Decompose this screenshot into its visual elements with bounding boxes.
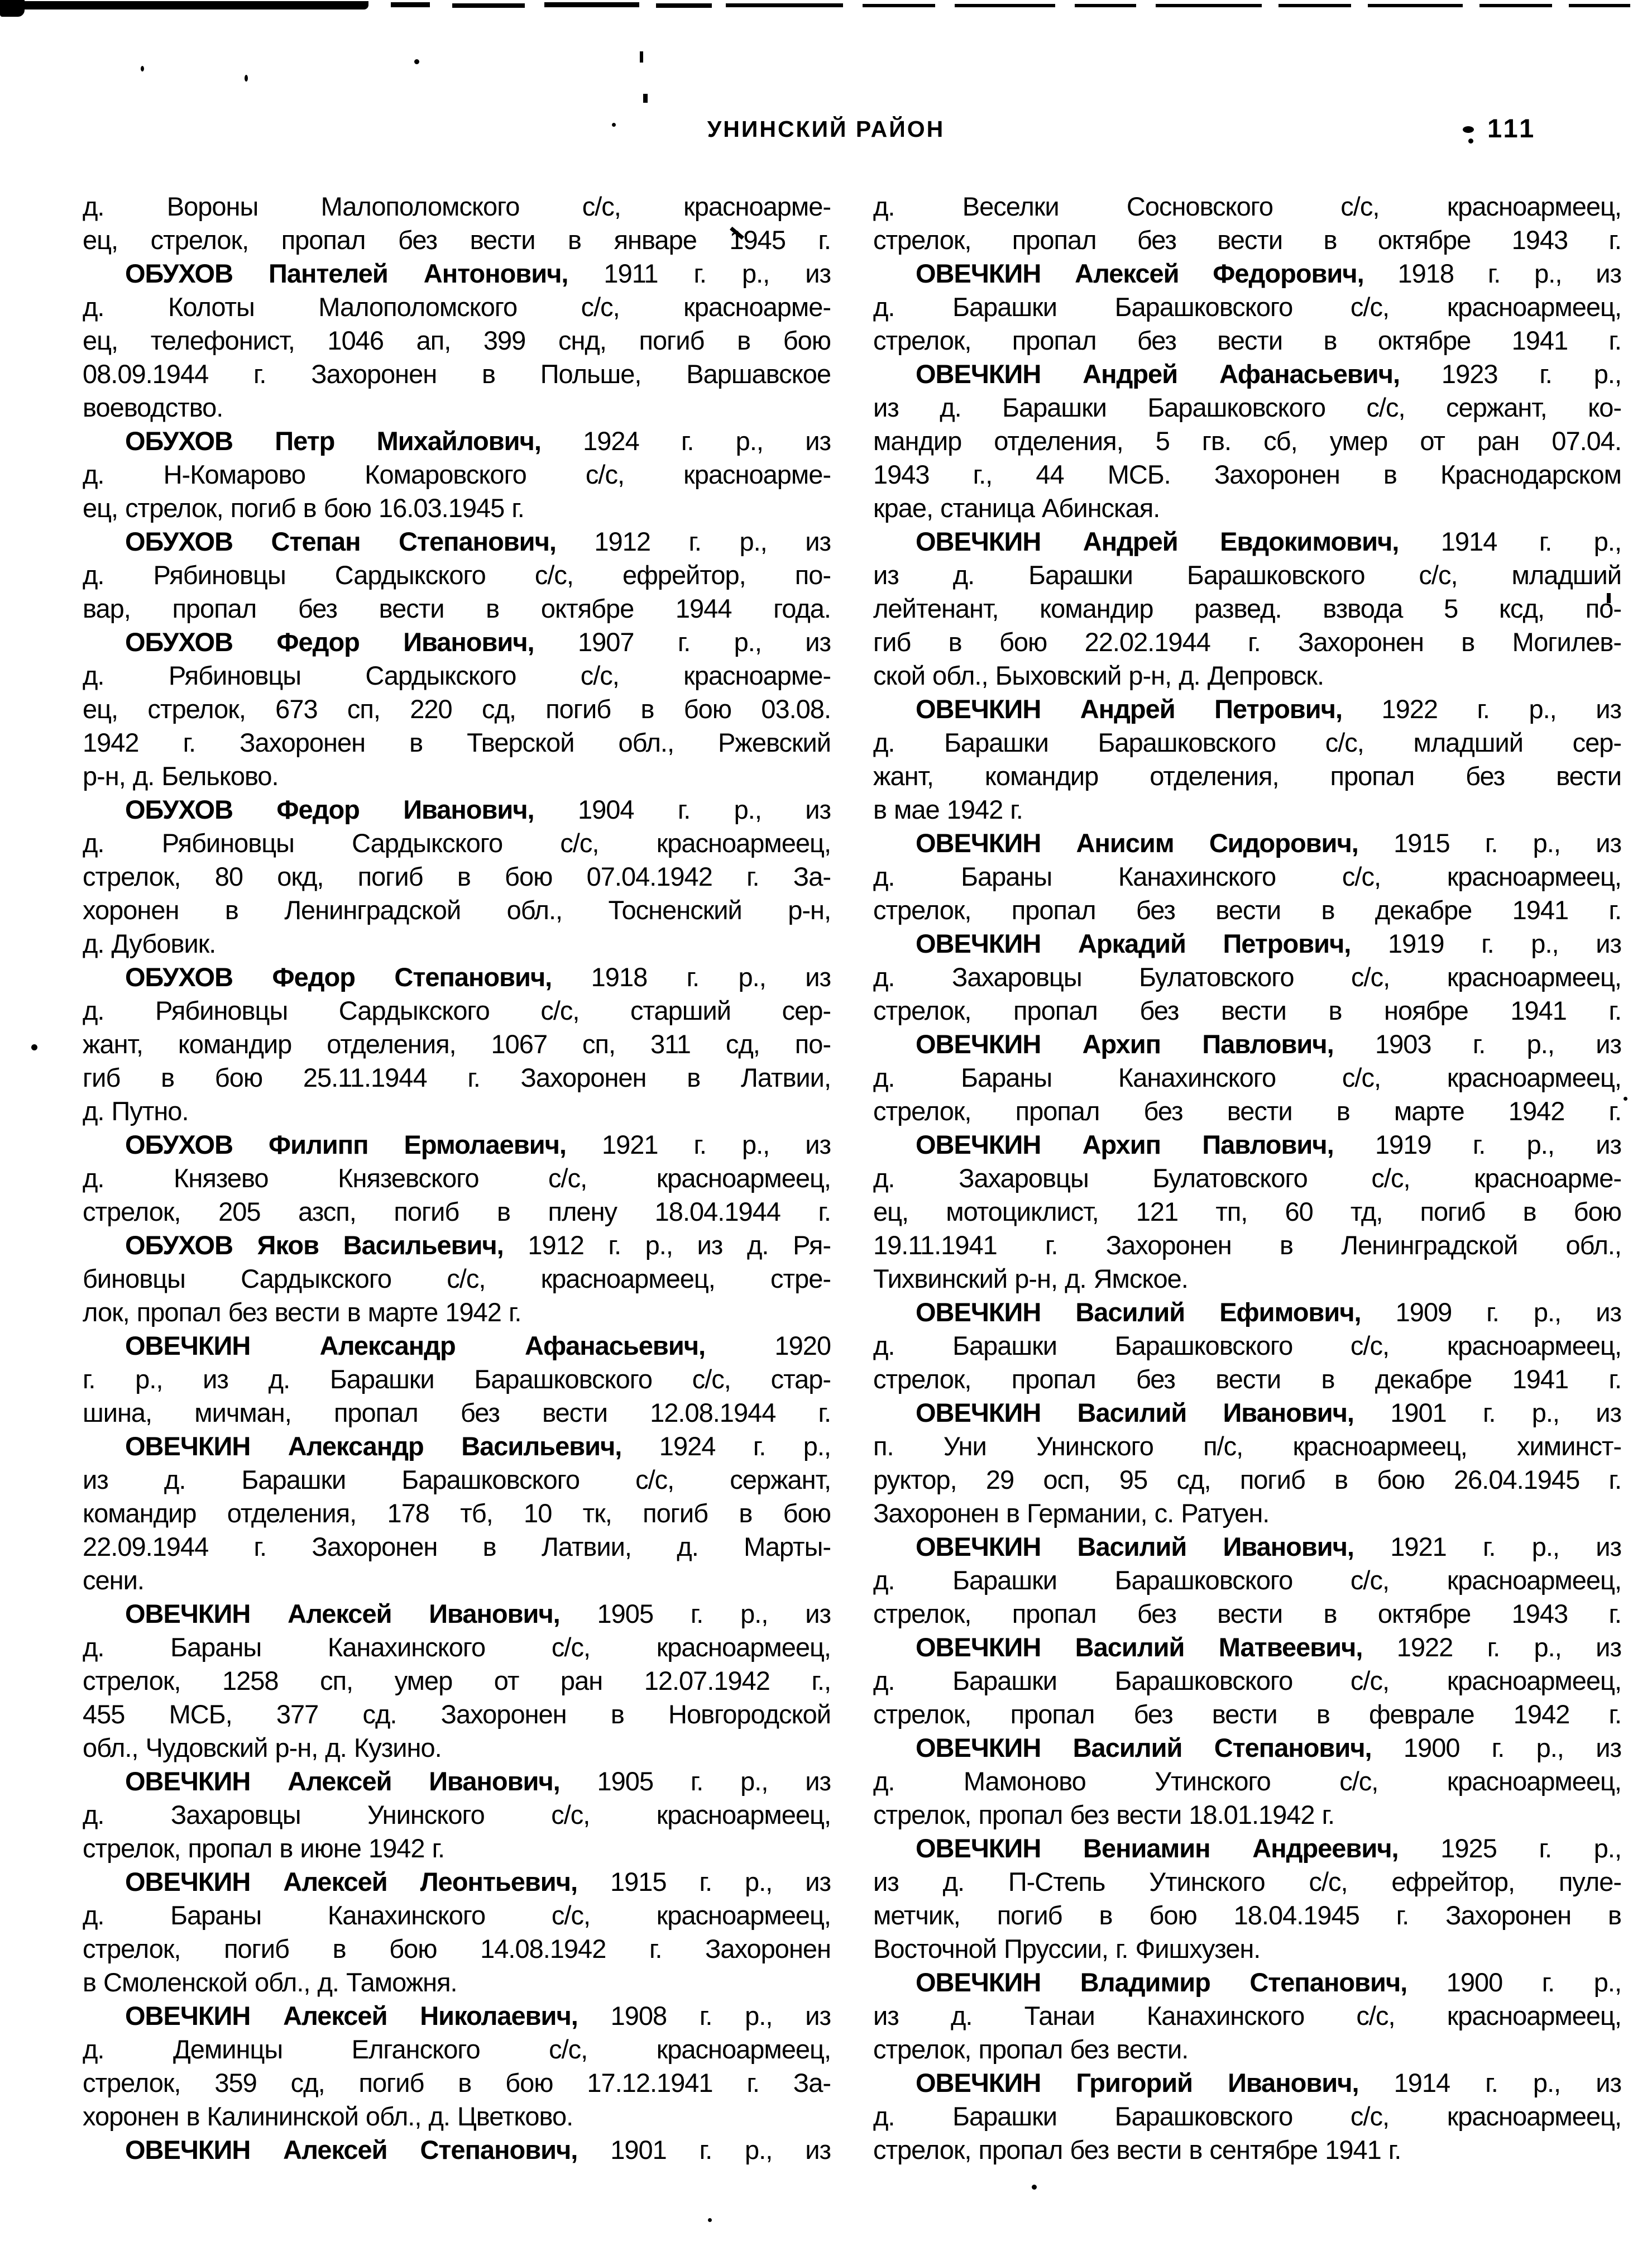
entry-first-line: ОВЕЧКИН Василий Иванович, 1901 г. р., из [916, 1398, 1622, 1427]
entry-line: г. р., из д. Барашки Барашковского с/с, стар- [83, 1364, 831, 1394]
entry-first-line: ОВЕЧКИН Андрей Петрович, 1922 г. р., из [916, 694, 1621, 724]
entry-line: д. Веселки Сосновского с/с, красноармеец, [873, 192, 1621, 221]
entry-first-line: ОВЕЧКИН Алексей Иванович, 1905 г. р., из [125, 1599, 831, 1628]
entry-line: д. Захаровцы Унинского с/с, красноармеец, [83, 1800, 831, 1829]
entry-first-line: ОВЕЧКИН Василий Иванович, 1921 г. р., из [916, 1532, 1622, 1561]
entry-line: биновцы Сардыкского с/с, красноармеец, стре- [83, 1264, 831, 1293]
entry-first-line: ОВЕЧКИН Василий Степанович, 1900 г. р., из [916, 1733, 1622, 1762]
entry-surname: ОВЕЧКИН Василий Иванович, [916, 1532, 1354, 1561]
entry-line: лейтенант, командир развед. взвода 5 ксд, по- [873, 594, 1621, 623]
entry-first-line: ОВЕЧКИН Василий Ефимович, 1909 г. р., из [916, 1297, 1622, 1327]
entry-line: д. Захаровцы Булатовского с/с, красноармеец, [873, 962, 1621, 992]
scan-artifact [414, 59, 419, 64]
entry-line: стрелок, пропал без вести в феврале 1942 г. [873, 1699, 1621, 1729]
entry-line: ской обл., Быховский р-н, д. Депровск. [873, 661, 1324, 690]
entry-line: ец, стрелок, погиб в бою 16.03.1945 г. [83, 493, 524, 523]
entry-line: гиб в бою 25.11.1944 г. Захоронен в Латвии, [83, 1063, 831, 1092]
entry-line: хоронен в Калининской обл., д. Цветково. [83, 2101, 573, 2131]
entry-line: стрелок, пропал без вести 18.01.1942 г. [873, 1800, 1335, 1829]
entry-surname: ОВЕЧКИН Василий Степанович, [916, 1733, 1372, 1762]
scan-artifact [1075, 4, 1136, 7]
entry-line: командир отделения, 178 тб, 10 тк, погиб в бою [83, 1498, 831, 1528]
scan-artifact [1624, 1097, 1627, 1101]
entry-line: д. Барашки Барашковского с/с, красноармеец, [873, 2101, 1621, 2131]
entry-line: ец, мотоциклист, 121 тп, 60 тд, погиб в бою [873, 1197, 1621, 1226]
entry-line: обл., Чудовский р-н, д. Кузино. [83, 1733, 442, 1762]
entry-line: мандир отделения, 5 гв. сб, умер от ран 07.04. [873, 426, 1621, 456]
scan-artifact [726, 3, 843, 7]
entry-first-line: ОВЕЧКИН Алексей Федорович, 1918 г. р., из [916, 259, 1621, 288]
entry-surname: ОВЕЧКИН Владимир Степанович, [916, 1967, 1407, 1997]
entry-line: д. Вороны Малополомского с/с, красноарме- [83, 192, 831, 221]
entry-surname: ОВЕЧКИН Андрей Евдокимович, [916, 527, 1399, 556]
entry-line: д. Колоты Малополомского с/с, красноарме- [83, 292, 831, 322]
entry-line: д. Бараны Канахинского с/с, красноармеец, [873, 862, 1621, 891]
entry-surname: ОВЕЧКИН Василий Матвеевич, [916, 1632, 1363, 1662]
entry-line: из д. П-Степь Утинского с/с, ефрейтор, пуле- [873, 1867, 1621, 1896]
entry-surname: ОВЕЧКИН Алексей Николаевич, [125, 2001, 578, 2030]
entry-line: в Смоленской обл., д. Таможня. [83, 1967, 457, 1997]
entry-line: д. Бараны Канахинского с/с, красноармеец, [873, 1063, 1621, 1092]
entry-line: д. Рябиновцы Сардыкского с/с, красноарме- [83, 661, 831, 690]
entry-line: стрелок, 205 азсп, погиб в плену 18.04.1944 г. [83, 1197, 831, 1226]
entry-line: 22.09.1944 г. Захоронен в Латвии, д. Марты- [83, 1532, 831, 1561]
entry-line: стрелок, пропал без вести в ноябре 1941 г. [873, 996, 1621, 1025]
entry-first-line: ОБУХОВ Петр Михайлович, 1924 г. р., из [125, 426, 831, 456]
entry-first-line: ОБУХОВ Федор Степанович, 1918 г. р., из [125, 962, 831, 992]
entry-surname: ОВЕЧКИН Алексей Федорович, [916, 259, 1364, 288]
entry-first-line: ОБУХОВ Степан Степанович, 1912 г. р., из [125, 527, 831, 556]
entry-surname: ОВЕЧКИН Андрей Афанасьевич, [916, 359, 1400, 389]
entry-line: д. Бараны Канахинского с/с, красноармеец, [83, 1632, 831, 1662]
entry-line: из д. Танаи Канахинского с/с, красноармеец, [873, 2001, 1621, 2030]
entry-first-line: ОВЕЧКИН Архип Павлович, 1903 г. р., из [916, 1029, 1622, 1059]
entry-surname: ОБУХОВ Петр Михайлович, [125, 426, 541, 456]
scan-artifact [1368, 4, 1463, 7]
entry-first-line: ОВЕЧКИН Архип Павлович, 1919 г. р., из [916, 1130, 1622, 1159]
scan-artifact [1278, 4, 1351, 7]
entry-line: стрелок, пропал без вести в декабре 1941 г. [873, 1364, 1621, 1394]
entry-line: д. Мамоново Утинского с/с, красноармеец, [873, 1766, 1621, 1796]
page-number: 111 [1487, 113, 1537, 143]
entry-first-line: ОВЕЧКИН Александр Афанасьевич, 1920 [125, 1331, 831, 1360]
right-column [873, 190, 1621, 2167]
entry-line: д. Барашки Барашковского с/с, красноармеец, [873, 1666, 1621, 1695]
entry-line: Восточной Пруссии, г. Фишхузен. [873, 1934, 1261, 1963]
entry-surname: ОВЕЧКИН Василий Иванович, [916, 1398, 1354, 1427]
scan-artifact [643, 94, 648, 103]
entry-line: р-н, д. Бельково. [83, 761, 279, 791]
entry-line: из д. Барашки Барашковского с/с, сержант, [83, 1465, 831, 1494]
entry-line: хоронен в Ленинградской обл., Тосненский р-н, [83, 895, 831, 925]
entry-line: воеводство. [83, 393, 223, 422]
entry-first-line: ОВЕЧКИН Вениамин Андреевич, 1925 г. р., [916, 1833, 1622, 1863]
entry-line: руктор, 29 осп, 95 сд, погиб в бою 26.04.1945 г. [873, 1465, 1621, 1494]
entry-line: д. Барашки Барашковского с/с, младший сер- [873, 728, 1621, 757]
entry-first-line: ОБУХОВ Яков Васильевич, 1912 г. р., из д. Ря- [125, 1230, 831, 1260]
entry-line: жант, командир отделения, 1067 сп, 311 сд, по- [83, 1029, 831, 1059]
entry-surname: ОВЕЧКИН Алексей Иванович, [125, 1766, 560, 1796]
scan-artifact [863, 4, 935, 7]
entry-first-line: ОВЕЧКИН Владимир Степанович, 1900 г. р., [916, 1967, 1622, 1997]
scan-artifact [1569, 4, 1630, 7]
scan-artifact [640, 51, 643, 63]
entry-line: шина, мичман, пропал без вести 12.08.1944 г. [83, 1398, 831, 1427]
entry-line: крае, станица Абинская. [873, 493, 1160, 523]
entry-line: д. Рябиновцы Сардыкского с/с, старший сер- [83, 996, 831, 1025]
entry-line: Тихвинский р-н, д. Ямское. [873, 1264, 1188, 1293]
entry-surname: ОБУХОВ Степан Степанович, [125, 527, 556, 556]
scan-artifact [708, 2218, 712, 2222]
entry-surname: ОБУХОВ Федор Иванович, [125, 795, 534, 824]
entry-surname: ОВЕЧКИН Александр Васильевич, [125, 1431, 622, 1461]
entry-surname: ОВЕЧКИН Анисим Сидорович, [916, 828, 1358, 858]
entry-surname: ОВЕЧКИН Андрей Петрович, [916, 694, 1343, 724]
entry-line: стрелок, 359 сд, погиб в бою 17.12.1941 г. За- [83, 2068, 831, 2097]
entry-first-line: ОВЕЧКИН Анисим Сидорович, 1915 г. р., из [916, 828, 1621, 858]
entry-surname: ОВЕЧКИН Вениамин Андреевич, [916, 1833, 1399, 1863]
entry-surname: ОВЕЧКИН Алексей Леонтьевич, [125, 1867, 578, 1896]
entry-line: д. Деминцы Елганского с/с, красноармеец, [83, 2034, 831, 2064]
entry-first-line: ОВЕЧКИН Григорий Иванович, 1914 г. р., из [916, 2068, 1621, 2097]
scan-artifact [31, 1044, 37, 1050]
entry-first-line: ОВЕЧКИН Аркадий Петрович, 1919 г. р., из [916, 929, 1622, 958]
text-columns [83, 190, 1621, 2167]
entry-surname: ОБУХОВ Яков Васильевич, [125, 1230, 504, 1260]
entry-line: сени. [83, 1565, 144, 1595]
entry-line: Захоронен в Германии, с. Ратуен. [873, 1498, 1270, 1528]
left-column [83, 190, 831, 2167]
entry-line: из д. Барашки Барашковского с/с, сержант, ко- [873, 393, 1621, 422]
entry-surname: ОВЕЧКИН Григорий Иванович, [916, 2068, 1359, 2097]
entry-line: д. Рябиновцы Сардыкского с/с, ефрейтор, по- [83, 560, 831, 590]
scan-artifact [0, 1, 368, 9]
entry-first-line: ОВЕЧКИН Алексей Леонтьевич, 1915 г. р., из [125, 1867, 831, 1896]
entry-line: стрелок, пропал без вести в декабре 1941 г. [873, 895, 1621, 925]
entry-line: стрелок, пропал без вести. [873, 2034, 1189, 2064]
entry-line: 455 МСБ, 377 сд. Захоронен в Новгородской [83, 1699, 831, 1729]
scan-artifact [452, 3, 525, 8]
scan-artifact [1032, 2185, 1037, 2190]
entry-line: жант, командир отделения, пропал без вести [873, 761, 1621, 791]
entry-surname: ОБУХОВ Федор Иванович, [125, 627, 534, 657]
entry-first-line: ОБУХОВ Федор Иванович, 1907 г. р., из [125, 627, 831, 657]
scan-artifact [544, 2, 639, 7]
entry-first-line: ОВЕЧКИН Алексей Николаевич, 1908 г. р., из [125, 2001, 831, 2030]
entry-line: ец, телефонист, 1046 ап, 399 снд, погиб в бою [83, 326, 831, 355]
entry-line: д. Н-Комарово Комаровского с/с, красноарме- [83, 460, 831, 489]
entry-first-line: ОБУХОВ Пантелей Антонович, 1911 г. р., из [125, 259, 831, 288]
entry-line: гиб в бою 22.02.1944 г. Захоронен в Могилев- [873, 627, 1621, 657]
entry-first-line: ОВЕЧКИН Алексей Степанович, 1901 г. р., из [125, 2135, 831, 2165]
entry-surname: ОБУХОВ Федор Степанович, [125, 962, 552, 992]
entry-line: д. Барашки Барашковского с/с, красноармеец, [873, 292, 1621, 322]
entry-line: стрелок, погиб в бою 14.08.1942 г. Захоронен [83, 1934, 831, 1963]
entry-first-line: ОВЕЧКИН Андрей Афанасьевич, 1923 г. р., [916, 359, 1622, 389]
scan-artifact [391, 2, 430, 7]
entry-line: лок, пропал без вести в марте 1942 г. [83, 1297, 521, 1327]
entry-line: вар, пропал без вести в октябре 1944 года. [83, 594, 831, 623]
entry-line: стрелок, 1258 сп, умер от ран 12.07.1942 г., [83, 1666, 831, 1695]
entry-line: д. Барашки Барашковского с/с, красноармеец, [873, 1331, 1621, 1360]
page-header-title: УНИНСКИЙ РАЙОН [707, 116, 945, 142]
scan-artifact [1156, 4, 1262, 7]
entry-surname: ОВЕЧКИН Василий Ефимович, [916, 1297, 1361, 1327]
scan-artifact [955, 4, 1055, 7]
entry-line: стрелок, пропал без вести в марте 1942 г. [873, 1096, 1621, 1126]
entry-line: д. Князево Князевского с/с, красноармеец, [83, 1163, 831, 1193]
entry-surname: ОВЕЧКИН Архип Павлович, [916, 1029, 1334, 1059]
entry-line: из д. Барашки Барашковского с/с, младший [873, 560, 1621, 590]
entry-first-line: ОВЕЧКИН Александр Васильевич, 1924 г. р., [125, 1431, 831, 1461]
entry-line: 19.11.1941 г. Захоронен в Ленинградской обл., [873, 1230, 1621, 1260]
entry-line: стрелок, 80 окд, погиб в бою 07.04.1942 г. За- [83, 862, 831, 891]
entry-line: стрелок, пропал без вести в октябре 1943 г. [873, 225, 1621, 255]
entry-line: д. Путно. [83, 1096, 189, 1126]
entry-line: 1942 г. Захоронен в Тверской обл., Ржевский [83, 728, 831, 757]
entry-surname: ОВЕЧКИН Аркадий Петрович, [916, 929, 1351, 958]
entry-line: стрелок, пропал без вести в октябре 1943 г. [873, 1599, 1621, 1628]
entry-line: д. Дубовик. [83, 929, 216, 958]
entry-line: в мае 1942 г. [873, 795, 1023, 824]
entry-first-line: ОБУХОВ Филипп Ермолаевич, 1921 г. р., из [125, 1130, 831, 1159]
entry-surname: ОВЕЧКИН Архип Павлович, [916, 1130, 1334, 1159]
scan-artifact [141, 66, 144, 71]
scan-artifact [245, 75, 248, 82]
entry-line: д. Барашки Барашковского с/с, красноармеец, [873, 1565, 1621, 1595]
entry-line: 1943 г., 44 МСБ. Захоронен в Краснодарском [873, 460, 1621, 489]
entry-line: д. Рябиновцы Сардыкского с/с, красноармеец, [83, 828, 831, 858]
entry-surname: ОВЕЧКИН Алексей Иванович, [125, 1599, 560, 1628]
entry-surname: ОБУХОВ Пантелей Антонович, [125, 259, 568, 288]
entry-first-line: ОВЕЧКИН Алексей Иванович, 1905 г. р., из [125, 1766, 831, 1796]
scan-artifact [1479, 4, 1552, 7]
entry-surname: ОВЕЧКИН Александр Афанасьевич, [125, 1331, 706, 1360]
scan-artifact [656, 3, 712, 8]
entry-surname: ОВЕЧКИН Алексей Степанович, [125, 2135, 578, 2165]
entry-line: 08.09.1944 г. Захоронен в Польше, Варшавское [83, 359, 831, 389]
entry-line: стрелок, пропал без вести в сентябре 1941 г. [873, 2135, 1401, 2165]
entry-line: п. Уни Унинского п/с, красноармеец, химинст- [873, 1431, 1621, 1461]
entry-line: ец, стрелок, 673 сп, 220 сд, погиб в бою 03.08. [83, 694, 831, 724]
entry-first-line: ОБУХОВ Федор Иванович, 1904 г. р., из [125, 795, 831, 824]
entry-line: стрелок, пропал в июне 1942 г. [83, 1833, 445, 1863]
entry-line: д. Бараны Канахинского с/с, красноармеец, [83, 1900, 831, 1930]
entry-first-line: ОВЕЧКИН Василий Матвеевич, 1922 г. р., из [916, 1632, 1621, 1662]
entry-line: ец, стрелок, пропал без вести в январе 1945 г. [83, 225, 831, 255]
entry-line: стрелок, пропал без вести в октябре 1941 г. [873, 326, 1621, 355]
entry-line: метчик, погиб в бою 18.04.1945 г. Захоронен в [873, 1900, 1621, 1930]
entry-first-line: ОВЕЧКИН Андрей Евдокимович, 1914 г. р., [916, 527, 1622, 556]
entry-surname: ОБУХОВ Филипп Ермолаевич, [125, 1130, 566, 1159]
entry-line: д. Захаровцы Булатовского с/с, красноарме- [873, 1163, 1621, 1193]
